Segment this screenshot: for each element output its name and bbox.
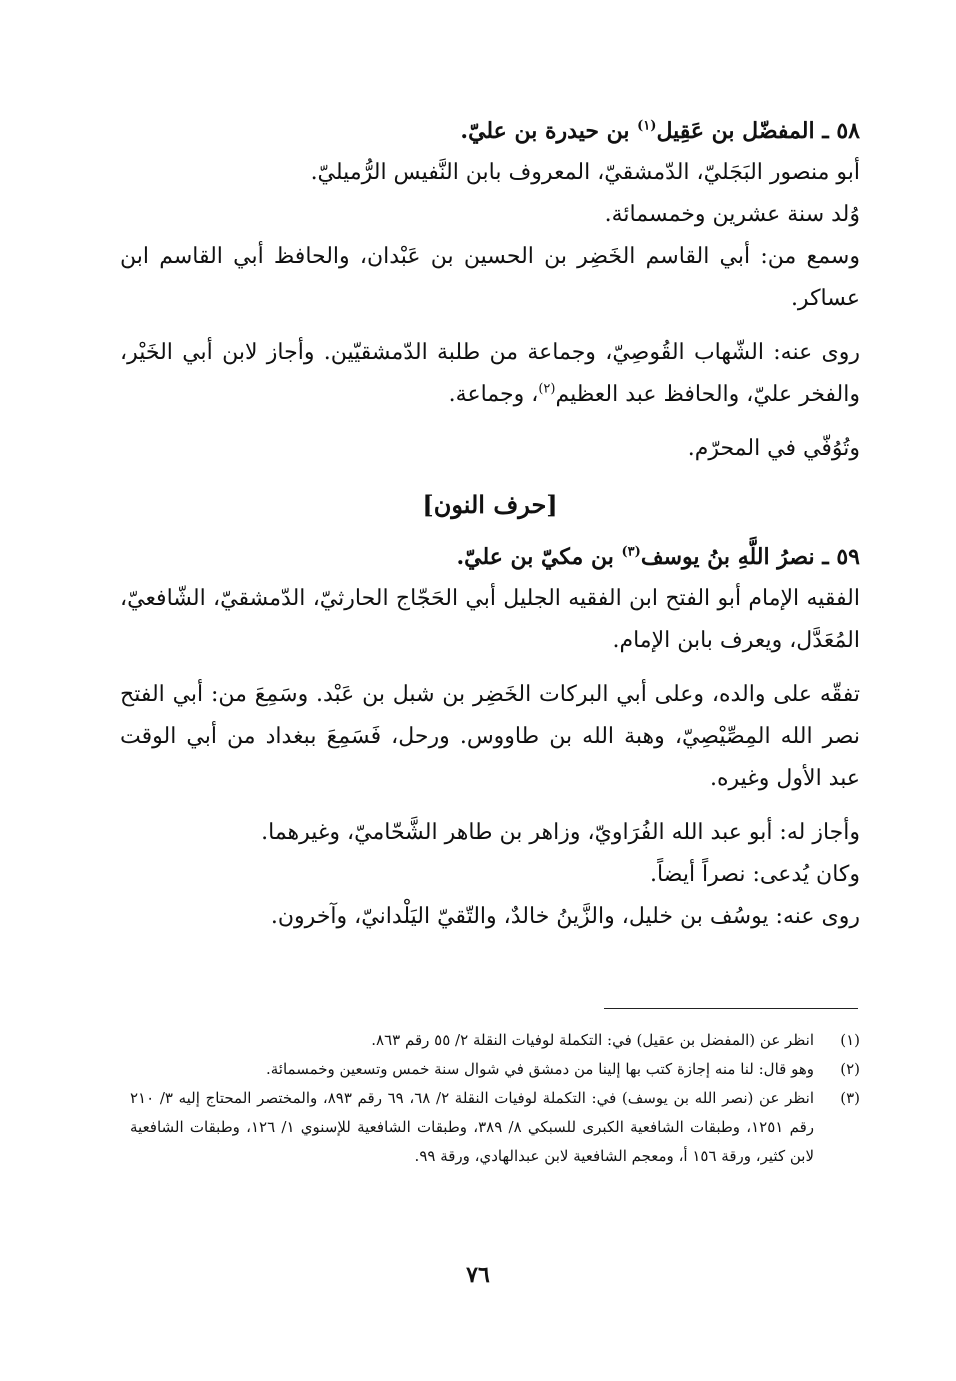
entry-59-paragraph: وأجاز له: أبو عبد الله الفُرَاويّ، وزاهر بن طاهر الشَّحّاميّ، وغيرهما. xyxy=(261,820,860,845)
footnote-number: (٢) xyxy=(840,1060,860,1078)
footnote-text: انظر عن (نصر الله بن يوسف) في: التكملة لوفيات النقلة ٢/ ٦٨، ٦٩ رقم ٨٩٣، والمختصر المحتاج إليه ٣/ ٢١٠ رقم ١٢٥١، وطبقات الشافعية الكبرى للسبكي ٨/ ٣٨٩، وطبقات الشافعية للإسنوي ١/ ١٢٦، وطبقات الشافعية لابن كثير، ورقة ١٥٦ أ، ومعجم الشافعية لابن عبدالهادي، ورقة ٩٩. xyxy=(130,1089,815,1165)
footnote-text: انظر عن (المفضل بن عقيل) في: التكملة لوفيات النقلة ٢/ ٥٥ رقم ٨٦٣. xyxy=(371,1031,814,1049)
footnote-item xyxy=(130,1026,860,1055)
entry-59-paragraph: الفقيه الإمام أبو الفتح ابن الفقيه الجليل أبي الحَجّاج الحارثيّ، الدّمشقيّ، الشّافعيّ، المُعَدَّل، ويعرف بابن الإمام. xyxy=(120,586,860,653)
footnote-divider xyxy=(604,1008,858,1009)
entry-58-narrated-end: ، وجماعة. xyxy=(448,382,539,407)
entry-58-line: أبو منصور البَجَليّ، الدّمشقيّ، المعروف بابن النَّفيس الرُّميليّ. xyxy=(310,160,860,185)
entry-59-name: ٥٩ ـ نصرُ اللَّهِ بنُ يوسف xyxy=(640,544,860,570)
entry-58-narrated xyxy=(120,332,860,416)
entry-58-line: وسمع من: أبي القاسم الخَضِر بن الحسين بن عَبْدان، والحافظ أبي القاسم ابن عساكر. xyxy=(120,244,860,311)
footnote-item xyxy=(130,1055,860,1084)
footnote-text: وهو قال: لنا منه إجازة كتب بها إلينا من دمشق في شوال سنة خمس وتسعين وخمسمائة. xyxy=(265,1060,814,1078)
main-text xyxy=(120,110,860,938)
footnote-ref-3[interactable]: (٣) xyxy=(621,544,641,560)
entry-58-line: وُلد سنة عشرين وخمسمائة. xyxy=(604,202,860,227)
footnote-ref-2[interactable]: (٢) xyxy=(538,381,556,397)
entry-58-lineage: بن حيدرة بن عليّ. xyxy=(460,118,638,144)
entry-58-heading xyxy=(120,110,860,152)
footnote-ref-1[interactable]: (١) xyxy=(637,118,657,134)
entry-59-paragraph: تفقّه على والده، وعلى أبي البركات الخَضِر بن شبل بن عَبْد. وسَمِعَ من: أبي الفتح نصر الله المِصِّيْصِيّ، وهبة الله بن طاووس. ورحل، فَسَمِعَ ببغداد من أبي الوقت عبد الأول وغيره. xyxy=(120,682,860,791)
footnote-number: (٣) xyxy=(840,1089,860,1107)
entry-58-death: وتُوُفّي في المحرّم. xyxy=(687,436,860,461)
section-title: [حرف النون] xyxy=(422,490,558,519)
entry-59-lineage: بن مكيّ بن عليّ. xyxy=(456,544,622,570)
entry-59-paragraph: وكان يُدعى: نصراً أيضاً. xyxy=(650,862,860,887)
entry-58-narrated-text: روى عنه: الشّهاب القُوصِيّ، وجماعة من طلبة الدّمشقيّين. وأجاز لابن أبي الخَيْر، والفخر عليّ، والحافظ عبد العظيم xyxy=(120,340,860,407)
entry-59-heading xyxy=(120,536,860,578)
footnote-item xyxy=(130,1084,860,1171)
footnote-number: (١) xyxy=(840,1031,860,1049)
entry-58-name: ٥٨ ـ المفضّل بن عَقِيل xyxy=(656,118,860,144)
entry-59-paragraph: روى عنه: يوسُف بن خليل، والزَّينُ خالدٌ، والتّقيّ اليَلْدانيّ، وآخرون. xyxy=(270,904,860,929)
page-number: ٧٦ xyxy=(466,1262,490,1288)
footnotes xyxy=(130,1026,860,1171)
